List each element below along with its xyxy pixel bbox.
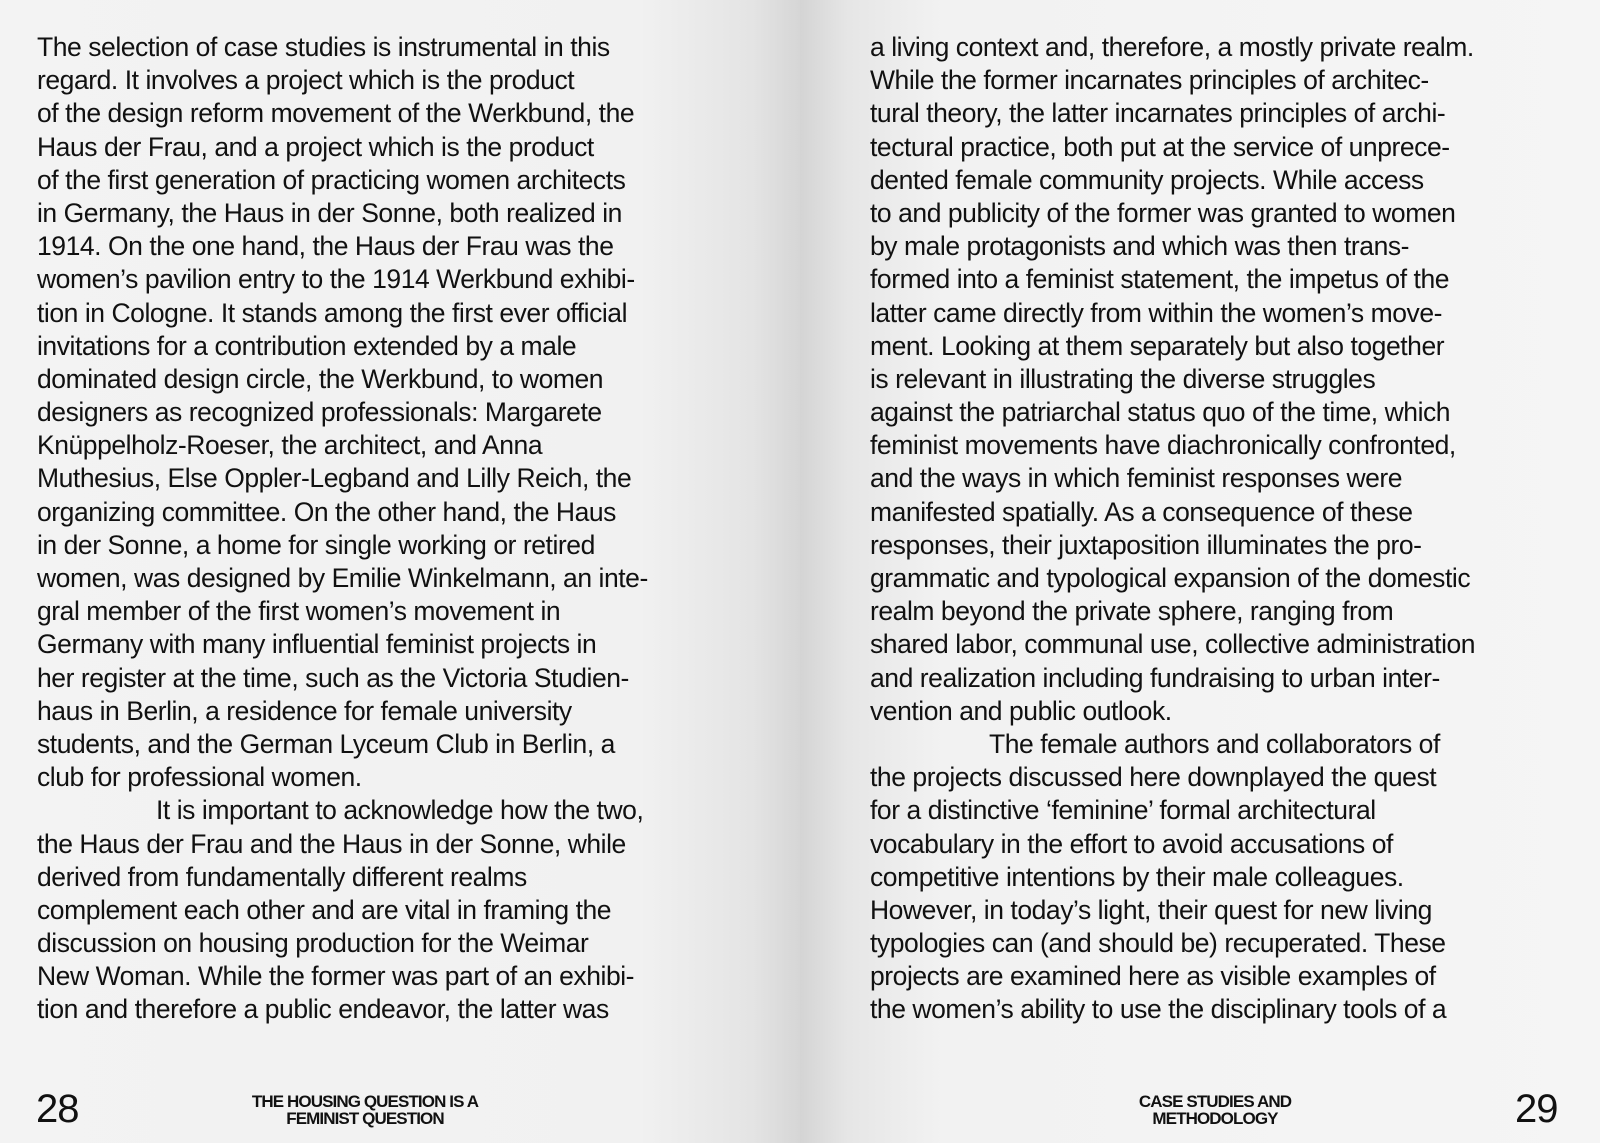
text-line: against the patriarchal status quo of the time, which — [870, 397, 1451, 428]
text-line: is relevant in illustrating the diverse struggles — [870, 363, 1376, 394]
text-line: discussion on housing production for the Weimar — [37, 928, 589, 959]
page-number: 29 — [1515, 1087, 1558, 1131]
text-line: the projects discussed here downplayed the quest — [870, 762, 1437, 793]
text-line: realm beyond the private sphere, ranging from — [870, 596, 1394, 627]
text-line: tural theory, the latter incarnates principles of archi- — [870, 98, 1446, 129]
text-line: her register at the time, such as the Victoria Studien- — [37, 662, 629, 693]
text-line: organizing committee. On the other hand, the Haus — [37, 496, 616, 527]
text-line: tion and therefore a public endeavor, the latter was — [37, 994, 609, 1025]
text-line: typologies can (and should be) recuperated. These — [870, 928, 1446, 959]
paragraph-first-line: It is important to acknowledge how the two, — [156, 795, 644, 826]
text-line: women’s pavilion entry to the 1914 Werkbund exhibi- — [37, 264, 635, 295]
text-line: dominated design circle, the Werkbund, to women — [37, 363, 604, 394]
text-line: responses, their juxtaposition illuminates the pro- — [870, 529, 1422, 560]
running-head-line: CASE STUDIES AND — [1138, 1092, 1292, 1111]
text-line: vention and public outlook. — [870, 695, 1172, 726]
text-line: and realization including fundraising to urban inter- — [870, 662, 1440, 693]
text-line: tion in Cologne. It stands among the first ever official — [37, 297, 628, 328]
text-line: club for professional women. — [37, 762, 362, 793]
text-line: Germany with many influential feminist projects in — [37, 629, 597, 660]
text-line: However, in today’s light, their quest for new living — [870, 894, 1432, 925]
text-line: grammatic and typological expansion of the domestic — [870, 563, 1471, 593]
paragraph-first-line: The female authors and collaborators of — [989, 728, 1440, 759]
text-line: competitive intentions by their male colleagues. — [870, 861, 1404, 892]
running-head — [1090, 1093, 1340, 1127]
page-number: 28 — [36, 1087, 79, 1131]
text-line: ment. Looking at them separately but also together — [870, 330, 1445, 361]
text-line: invitations for a contribution extended by a male — [37, 330, 577, 361]
text-line: manifested spatially. As a consequence of these — [870, 496, 1413, 527]
left-body-text — [37, 31, 648, 1027]
running-head — [215, 1093, 515, 1127]
text-line: feminist movements have diachronically confronted, — [870, 430, 1456, 461]
text-line: a living context and, therefore, a mostly private realm. — [870, 32, 1474, 62]
text-line: of the first generation of practicing women architects — [37, 164, 626, 195]
text-line: the Haus der Frau and the Haus in der Sonne, while — [37, 828, 626, 859]
text-line: to and publicity of the former was granted to women — [870, 197, 1456, 228]
text-line: dented female community projects. While access — [870, 164, 1424, 195]
running-head-line: FEMINIST QUESTION — [286, 1109, 444, 1128]
text-line: Knüppelholz-Roeser, the architect, and Anna — [37, 430, 543, 461]
running-head-line: THE HOUSING QUESTION IS A — [251, 1092, 479, 1111]
text-line: 1914. On the one hand, the Haus der Frau was the — [37, 231, 614, 262]
text-line: vocabulary in the effort to avoid accusations of — [870, 828, 1393, 859]
text-line: designers as recognized professionals: Margarete — [37, 397, 602, 428]
text-line: Haus der Frau, and a project which is the product — [37, 131, 594, 162]
text-line: New Woman. While the former was part of an exhibi- — [37, 961, 635, 992]
text-line: regard. It involves a project which is the product — [37, 65, 575, 96]
text-line: Muthesius, Else Oppler-Legband and Lilly Reich, the — [37, 463, 632, 494]
text-line: shared labor, communal use, collective administration — [870, 629, 1476, 660]
text-line: complement each other and are vital in framing the — [37, 894, 612, 925]
text-line: gral member of the first women’s movement in — [37, 596, 561, 627]
text-line: projects are examined here as visible examples of — [870, 961, 1436, 992]
text-line: in Germany, the Haus in der Sonne, both realized in — [37, 197, 622, 228]
text-line: haus in Berlin, a residence for female university — [37, 695, 572, 726]
running-head-line: METHODOLOGY — [1152, 1109, 1278, 1128]
text-line: The selection of case studies is instrumental in this — [37, 32, 610, 62]
text-line: by male protagonists and which was then trans- — [870, 231, 1410, 262]
text-line: formed into a feminist statement, the impetus of the — [870, 264, 1450, 295]
text-line: of the design reform movement of the Werkbund, the — [37, 98, 635, 129]
text-line: tectural practice, both put at the service of unprece- — [870, 131, 1450, 162]
text-line: students, and the German Lyceum Club in Berlin, a — [37, 728, 615, 759]
right-page — [800, 0, 1600, 1143]
text-line: in der Sonne, a home for single working or retired — [37, 529, 595, 560]
right-body-text — [870, 31, 1475, 1027]
text-line: women, was designed by Emilie Winkelmann, an inte- — [37, 563, 648, 593]
text-line: and the ways in which feminist responses were — [870, 463, 1403, 494]
text-line: derived from fundamentally different realms — [37, 861, 527, 892]
text-line: latter came directly from within the women’s move- — [870, 297, 1442, 328]
text-line: While the former incarnates principles of architec- — [870, 65, 1429, 96]
text-line: the women’s ability to use the disciplinary tools of a — [870, 994, 1447, 1025]
text-line: for a distinctive ‘feminine’ formal architectural — [870, 795, 1376, 826]
